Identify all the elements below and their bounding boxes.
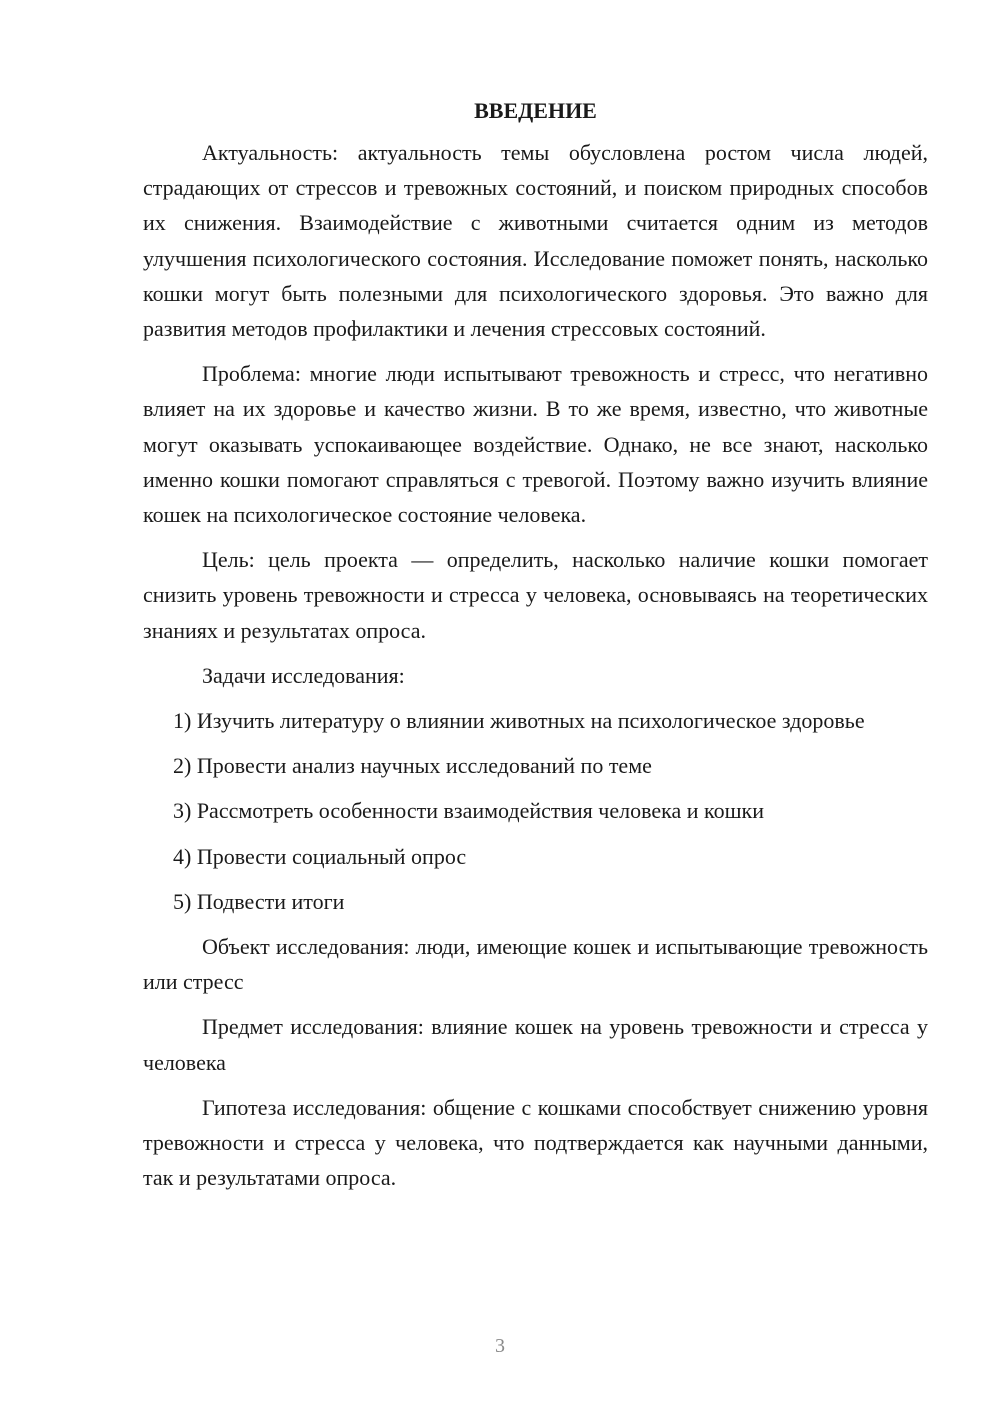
paragraph-subject: Предмет исследования: влияние кошек на уровень тревожности и стресса у человека bbox=[143, 1014, 928, 1075]
paragraph-problem: Проблема: многие люди испытывают тревожность и стресс, что негативно влияет на их здоровье и качество жизни. В то же время, известно, что животные могут оказывать успокаивающее воздействие. Однако, не все знают, насколько именно кошки помогают справляться с тревогой. Поэтому важно изучить влияние кошек на психологическое состояние человека. bbox=[143, 361, 928, 528]
paragraph-goal: Цель: цель проекта — определить, насколько наличие кошки помогает снизить уровень тревожности и стресса у человека, основываясь на теоретических знаниях и результатах опроса. bbox=[143, 547, 928, 643]
paragraph-object: Объект исследования: люди, имеющие кошек и испытывающие тревожность или стресс bbox=[143, 934, 928, 995]
paragraph-relevance: Актуальность: актуальность темы обусловлена ростом числа людей, страдающих от стрессов и тревожных состояний, и поиском природных способов их снижения. Взаимодействие с животными считается одним из методов улучшения психологического состояния. Исследование поможет понять, насколько кошки могут быть полезными для психологического здоровья. Это важно для развития методов профилактики и лечения стрессовых состояний. bbox=[143, 140, 928, 342]
tasks-heading: Задачи исследования: bbox=[202, 662, 405, 688]
paragraph-hypothesis: Гипотеза исследования: общение с кошками способствует снижению уровня тревожности и стресса у человека, что подтверждается как научными данными, так и результатами опроса. bbox=[143, 1094, 928, 1191]
task-item-3: 3) Рассмотреть особенности взаимодействия человека и кошки bbox=[173, 798, 765, 824]
task-item-4: 4) Провести социальный опрос bbox=[173, 843, 467, 869]
page-number: 3 bbox=[495, 1335, 505, 1357]
section-title: ВВЕДЕНИЕ bbox=[474, 98, 597, 123]
task-item-2: 2) Провести анализ научных исследований по теме bbox=[173, 753, 652, 779]
task-item-5: 5) Подвести итоги bbox=[173, 888, 345, 914]
task-item-1: 1) Изучить литературу о влиянии животных на психологическое здоровье bbox=[173, 708, 865, 734]
page-content bbox=[143, 93, 928, 1205]
